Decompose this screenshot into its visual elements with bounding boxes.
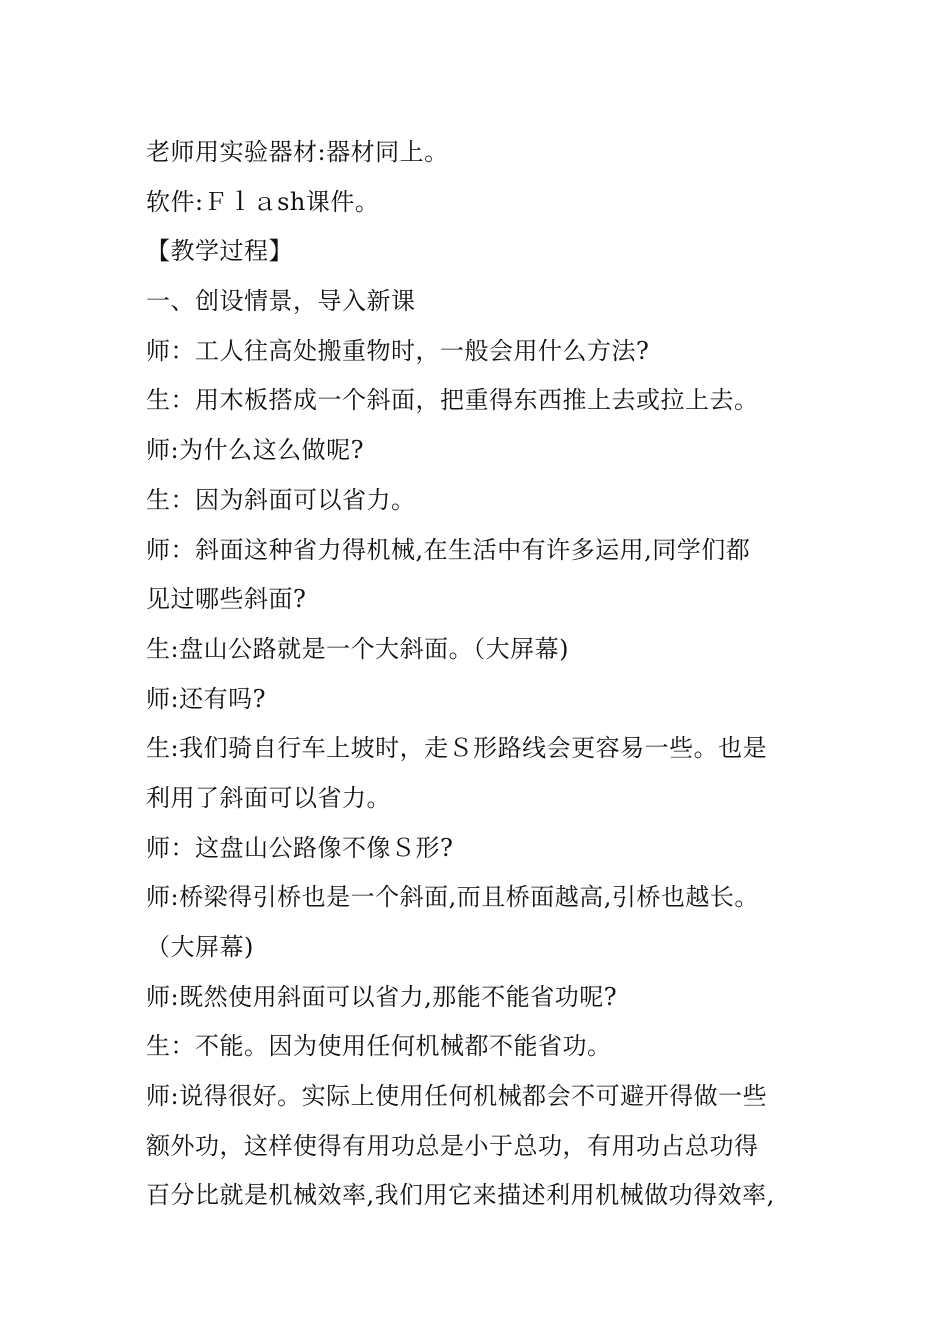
text-line: 生：用木板搭成一个斜面，把重得东西推上去或拉上去。 (146, 386, 759, 415)
text-line: 生:盘山公路就是一个大斜面。（大屏幕) (146, 634, 569, 663)
section-heading: 【教学过程】 (146, 237, 293, 266)
text-line: 老师用实验器材:器材同上。 (146, 138, 449, 166)
text-line: 见过哪些斜面? (146, 585, 307, 614)
text-line: 师:桥梁得引桥也是一个斜面,而且桥面越高,引桥也越长。 (146, 883, 759, 912)
text-line: 师:说得很好。实际上使用任何机械都会不可避开得做一些 (146, 1082, 768, 1111)
text-line: 额外功，这样使得有用功总是小于总功，有用功占总功得 (146, 1131, 759, 1160)
text-line: 生：不能。因为使用任何机械都不能省功。 (146, 1032, 612, 1061)
document-body (146, 128, 836, 1221)
text-line: （大屏幕) (146, 933, 254, 961)
text-line: 师：这盘山公路像不像Ｓ形? (146, 833, 454, 862)
text-line: 师:为什么这么做呢? (146, 436, 364, 465)
subsection-heading: 一、创设情景，导入新课 (146, 287, 416, 316)
text-line: 师:既然使用斜面可以省力,那能不能省功呢? (146, 982, 618, 1011)
text-line: 百分比就是机械效率,我们用它来描述利用机械做功得效率, (146, 1181, 775, 1210)
text-line: 生：因为斜面可以省力。 (146, 485, 416, 514)
text-line: 师：斜面这种省力得机械,在生活中有许多运用,同学们都 (146, 535, 751, 564)
text-line: 利用了斜面可以省力。 (146, 783, 391, 812)
text-line: 软件:Ｆｌａsh课件。 (146, 187, 380, 216)
text-line: 师:还有吗? (146, 684, 266, 713)
text-line: 师：工人往高处搬重物时，一般会用什么方法? (146, 336, 650, 365)
text-line: 生:我们骑自行车上坡时，走Ｓ形路线会更容易一些。也是 (146, 734, 768, 763)
